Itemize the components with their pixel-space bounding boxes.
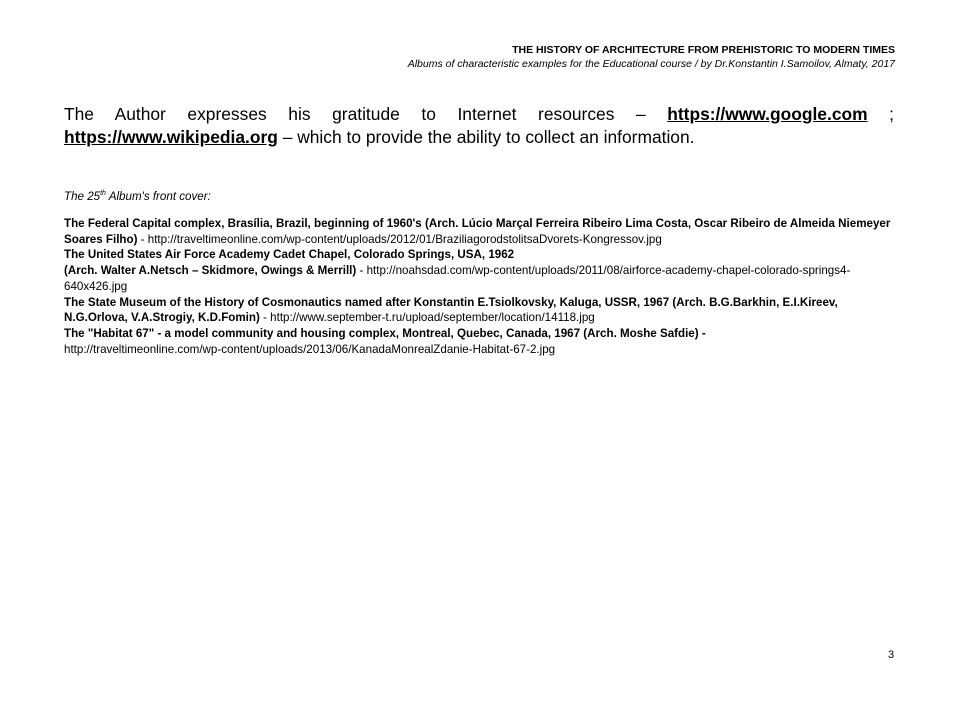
credit-title: The State Museum of the History of Cosmonautics named after Konstantin E.Tsiolkovsky, Kaluga, USSR, 1967 (Arch. B.G.Barkhin, E.I.Kireev, N.G.Orlova, V.A.Strogiy, K.D.Fomin) xyxy=(64,295,838,325)
header-title: THE HISTORY OF ARCHITECTURE FROM PREHISTORIC TO MODERN TIMES xyxy=(512,44,895,56)
wikipedia-link[interactable]: https://www.wikipedia.org xyxy=(64,127,278,147)
credit-source: - http://traveltimeonline.com/wp-content/uploads/2012/01/BraziliagorodstolitsaDvorets-Kongressov.jpg xyxy=(137,232,662,246)
gratitude-text-2: ; xyxy=(867,104,895,124)
credit-title: The Federal Capital complex, Brasília, Brazil, beginning of 1960's (Arch. Lúcio Marçal Ferreira Ribeiro Lima Costa, Oscar Ribeiro de Almeida Niemeyer Soares Filho) xyxy=(64,217,891,246)
credit-title: The "Habitat 67" - a model community and housing complex, Montreal, Quebec, Canada, 1967 (Arch. Moshe Safdie) - xyxy=(64,326,706,340)
google-link[interactable]: https://www.google.com xyxy=(667,104,868,124)
cover-heading-suffix: Album's front cover: xyxy=(105,189,211,203)
credit-item xyxy=(64,295,896,326)
credit-title: The United States Air Force Academy Cadet Chapel, Colorado Springs, USA, 1962 xyxy=(64,248,515,262)
header-subtitle: Albums of characteristic examples for the Educational course / by Dr.Konstantin I.Samoilov, Almaty, 2017 xyxy=(407,58,895,70)
credit-item xyxy=(64,247,896,294)
credit-title-architects: (Arch. Walter A.Netsch – Skidmore, Owings & Merrill) xyxy=(64,264,357,278)
cover-heading-sup: th xyxy=(100,190,106,197)
credits-list xyxy=(64,216,896,357)
gratitude-text-3: – which to provide the ability to collect an information. xyxy=(277,127,695,147)
credit-source: - http://www.september-t.ru/upload/september/location/14118.jpg xyxy=(259,311,595,325)
gratitude-text-1: The Author expresses his gratitude to Internet resources – xyxy=(64,104,668,124)
cover-heading xyxy=(64,186,211,205)
credit-item xyxy=(64,216,896,247)
credit-source: http://traveltimeonline.com/wp-content/uploads/2013/06/KanadaMonrealZdanie-Habitat-67-2.jpg xyxy=(64,342,556,356)
page-number: 3 xyxy=(888,649,895,661)
credit-item xyxy=(64,326,896,357)
page-header xyxy=(195,43,895,71)
gratitude-paragraph xyxy=(64,103,894,149)
credit-source: - http://noahsdad.com/wp-content/uploads/2011/08/airforce-academy-chapel-colorado-springs4-640x426.jpg xyxy=(64,264,851,293)
cover-heading-prefix: The 25 xyxy=(64,189,101,203)
